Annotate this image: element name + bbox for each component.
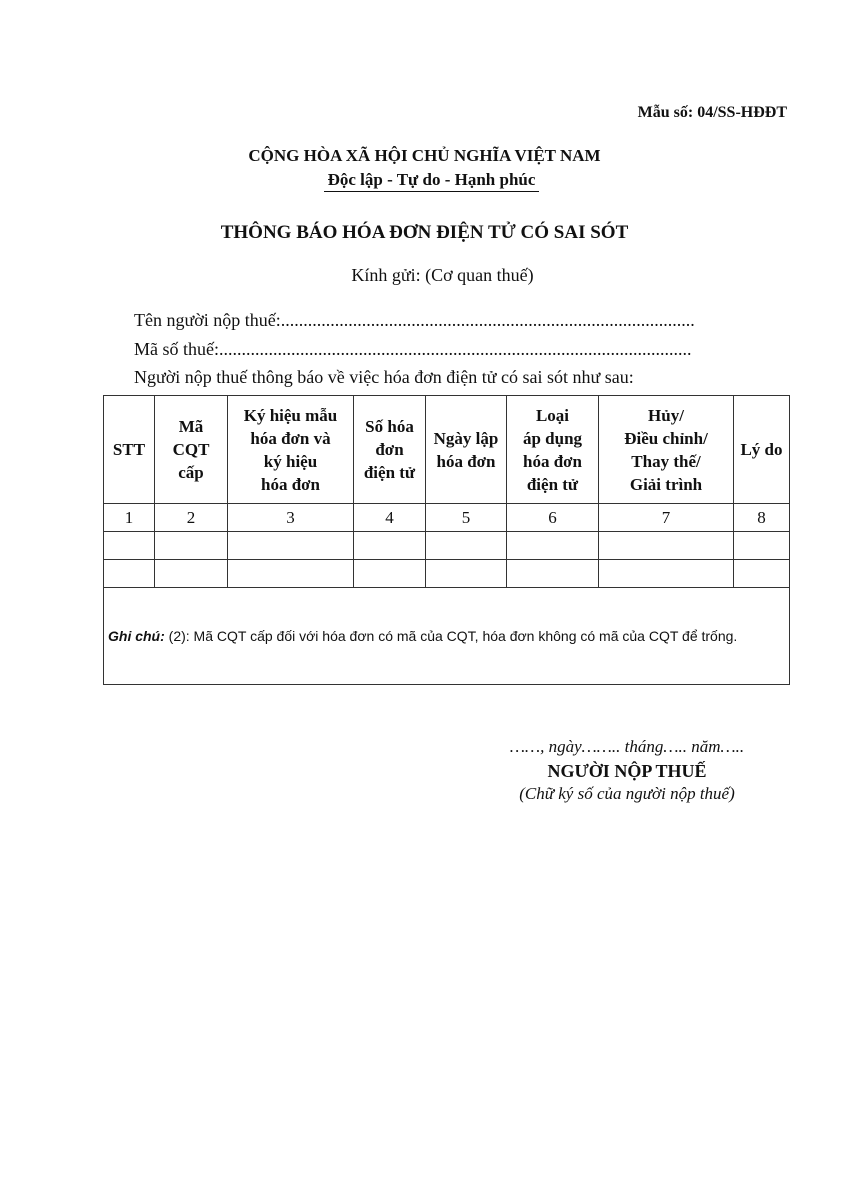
col-number: 7 <box>599 504 734 532</box>
table-cell <box>426 560 507 588</box>
table-row <box>104 532 790 560</box>
table-cell <box>155 532 228 560</box>
table-cell <box>104 532 155 560</box>
col-header-stt: STT <box>104 396 155 504</box>
table-header-row <box>104 396 790 504</box>
signature-note: (Chữ ký số của người nộp thuế) <box>519 784 735 803</box>
motto: Độc lập - Tự do - Hạnh phúc <box>324 170 540 192</box>
signature-role: NGƯỜI NỘP THUẾ <box>547 761 707 781</box>
table-cell <box>599 532 734 560</box>
document-title: THÔNG BÁO HÓA ĐƠN ĐIỆN TỬ CÓ SAI SÓT <box>220 222 629 243</box>
col-header-issue-date: Ngày lập hóa đơn <box>426 396 507 504</box>
table-cell <box>228 560 354 588</box>
table-cell <box>354 560 426 588</box>
col-number: 6 <box>507 504 599 532</box>
note-cell <box>104 588 790 685</box>
taxpayer-name-field: Tên người nộp thuế:............................................................................................ <box>134 310 695 330</box>
tax-code-field: Mã số thuế:......................................................................................................... <box>134 339 692 359</box>
col-header-reason: Lý do <box>734 396 790 504</box>
form-code: Mẫu số: 04/SS-HĐĐT <box>637 104 787 121</box>
table-cell <box>507 532 599 560</box>
motto-line <box>0 170 849 192</box>
intro-text: Người nộp thuế thông báo về việc hóa đơn điện tử có sai sót như sau: <box>134 367 634 387</box>
table-row <box>104 560 790 588</box>
error-invoice-table <box>103 395 790 685</box>
col-header-invoice-type: Loại áp dụng hóa đơn điện tử <box>507 396 599 504</box>
note-text: (2): Mã CQT cấp đối với hóa đơn có mã của CQT, hóa đơn không có mã của CQT để trống. <box>164 627 738 644</box>
table-cell <box>734 532 790 560</box>
column-number-row <box>104 504 790 532</box>
table-cell <box>155 560 228 588</box>
table-cell <box>507 560 599 588</box>
note-row <box>104 588 790 685</box>
table-cell <box>354 532 426 560</box>
table-cell <box>599 560 734 588</box>
col-number: 1 <box>104 504 155 532</box>
table-cell <box>228 532 354 560</box>
note-label: Ghi chú: <box>108 627 165 644</box>
table-cell <box>104 560 155 588</box>
col-number: 4 <box>354 504 426 532</box>
table-cell <box>426 532 507 560</box>
addressee: Kính gửi: (Cơ quan thuế) <box>351 265 534 285</box>
signature-date-line: ……, ngày…….. tháng….. năm….. <box>509 737 745 756</box>
col-number: 3 <box>228 504 354 532</box>
table-cell <box>734 560 790 588</box>
col-number: 5 <box>426 504 507 532</box>
col-header-action: Hủy/ Điều chỉnh/ Thay thế/ Giải trình <box>599 396 734 504</box>
col-header-invoice-number: Số hóa đơn điện tử <box>354 396 426 504</box>
col-header-invoice-symbol: Ký hiệu mẫu hóa đơn và ký hiệu hóa đơn <box>228 396 354 504</box>
col-number: 2 <box>155 504 228 532</box>
col-number: 8 <box>734 504 790 532</box>
col-header-cqt-code: Mã CQT cấp <box>155 396 228 504</box>
republic-heading: CỘNG HÒA XÃ HỘI CHỦ NGHĨA VIỆT NAM <box>248 146 601 165</box>
